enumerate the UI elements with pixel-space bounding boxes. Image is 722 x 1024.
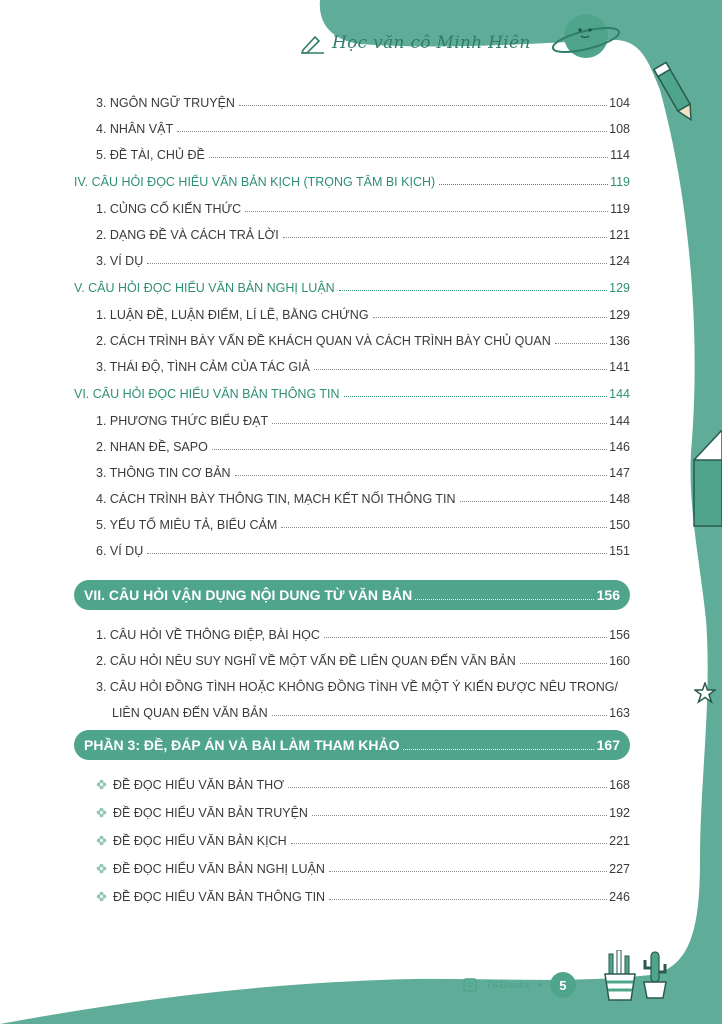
flower-bullet-icon xyxy=(96,891,107,902)
planet-icon xyxy=(548,6,620,70)
pencil-icon xyxy=(650,56,700,128)
toc-row[interactable]: 4. NHÂN VẬT 108 xyxy=(96,122,630,136)
header-title: Học văn cô Minh Hiên xyxy=(332,33,531,53)
toc-row-wrap-line1[interactable]: 3. CÂU HỎI ĐỒNG TÌNH HOẶC KHÔNG ĐỒNG TÌNH VỀ MỘT Ý KIẾN ĐƯỢC NÊU TRONG/ xyxy=(96,680,618,694)
footer-dot xyxy=(538,983,542,987)
flower-bullet-icon xyxy=(96,807,107,818)
toc-row[interactable]: 2. DẠNG ĐỀ VÀ CÁCH TRẢ LỜI 121 xyxy=(96,228,630,242)
toc-row[interactable]: 1. PHƯƠNG THỨC BIỂU ĐẠT 144 xyxy=(96,414,630,428)
pencil-cup-icon xyxy=(600,950,640,1002)
toc-section-bar-vii[interactable]: VII. CÂU HỎI VẬN DỤNG NỘI DUNG TỪ VĂN BẢN 156 xyxy=(74,580,630,610)
toc-part3-bar[interactable]: PHẦN 3: ĐỀ, ĐÁP ÁN VÀ BÀI LÀM THAM KHẢO 167 xyxy=(74,730,630,760)
toc-row[interactable]: ĐỀ ĐỌC HIỂU VĂN BẢN NGHỊ LUẬN 227 xyxy=(74,850,630,876)
toc-row[interactable]: 1. CÂU HỎI VỀ THÔNG ĐIỆP, BÀI HỌC 156 xyxy=(96,628,630,642)
flower-bullet-icon xyxy=(96,835,107,846)
flower-bullet-icon xyxy=(96,779,107,790)
book-logo-icon xyxy=(462,977,478,993)
toc-row[interactable]: 1. LUẬN ĐỀ, LUẬN ĐIỂM, LÍ LẼ, BẰNG CHỨNG 129 xyxy=(96,308,630,322)
toc-row[interactable]: 3. THÁI ĐỘ, TÌNH CẢM CỦA TÁC GIẢ 141 xyxy=(96,360,630,374)
toc-row[interactable]: ĐỀ ĐỌC HIỂU VĂN BẢN THƠ 168 xyxy=(74,766,630,792)
book-icon xyxy=(690,430,722,530)
toc-row[interactable]: ĐỀ ĐỌC HIỂU VĂN BẢN TRUYỆN 192 xyxy=(74,794,630,820)
toc-row[interactable]: 3. NGÔN NGỮ TRUYỆN 104 xyxy=(96,96,630,110)
toc-row[interactable]: 2. CÂU HỎI NÊU SUY NGHĨ VỀ MỘT VẤN ĐỀ LIÊN QUAN ĐẾN VĂN BẢN 160 xyxy=(96,654,630,668)
toc-row[interactable]: 2. NHAN ĐỀ, SAPO 146 xyxy=(96,440,630,454)
publisher-brand: TKBooks xyxy=(486,979,530,991)
cactus-icon xyxy=(640,950,670,1000)
toc-row[interactable]: 1. CỦNG CỐ KIẾN THỨC 119 xyxy=(96,202,630,216)
toc-row[interactable]: 2. CÁCH TRÌNH BÀY VẤN ĐỀ KHÁCH QUAN VÀ CÁCH TRÌNH BÀY CHỦ QUAN 136 xyxy=(96,334,630,348)
toc-row[interactable]: 6. VÍ DỤ 151 xyxy=(96,544,630,558)
toc-row[interactable]: 5. YẾU TỐ MIÊU TẢ, BIỂU CẢM 150 xyxy=(96,518,630,532)
flower-bullet-icon xyxy=(96,863,107,874)
toc-row-wrap-line2[interactable]: LIÊN QUAN ĐẾN VĂN BẢN 163 xyxy=(112,706,630,720)
page-footer xyxy=(462,972,576,998)
toc-row[interactable]: 3. THÔNG TIN CƠ BẢN 147 xyxy=(96,466,630,480)
page-header xyxy=(300,28,531,58)
toc-row[interactable]: 4. CÁCH TRÌNH BÀY THÔNG TIN, MẠCH KẾT NỐI THÔNG TIN 148 xyxy=(96,492,630,506)
toc-row[interactable]: 3. VÍ DỤ 124 xyxy=(96,254,630,268)
toc-row[interactable]: 5. ĐỀ TÀI, CHỦ ĐỀ 114 xyxy=(96,148,630,162)
toc-section-row[interactable]: IV. CÂU HỎI ĐỌC HIỂU VĂN BẢN KỊCH (TRỌNG TÂM BI KỊCH) 119 xyxy=(74,175,630,189)
page-number: 5 xyxy=(550,972,576,998)
pen-writing-icon xyxy=(300,32,326,54)
toc-row[interactable]: ĐỀ ĐỌC HIỂU VĂN BẢN THÔNG TIN 246 xyxy=(74,878,630,904)
star-icon xyxy=(694,682,716,704)
toc-section-row[interactable]: VI. CÂU HỎI ĐỌC HIỂU VĂN BẢN THÔNG TIN 144 xyxy=(74,387,630,401)
toc-row[interactable]: ĐỀ ĐỌC HIỂU VĂN BẢN KỊCH 221 xyxy=(74,822,630,848)
toc-section-row[interactable]: V. CÂU HỎI ĐỌC HIỂU VĂN BẢN NGHỊ LUẬN 129 xyxy=(74,281,630,295)
